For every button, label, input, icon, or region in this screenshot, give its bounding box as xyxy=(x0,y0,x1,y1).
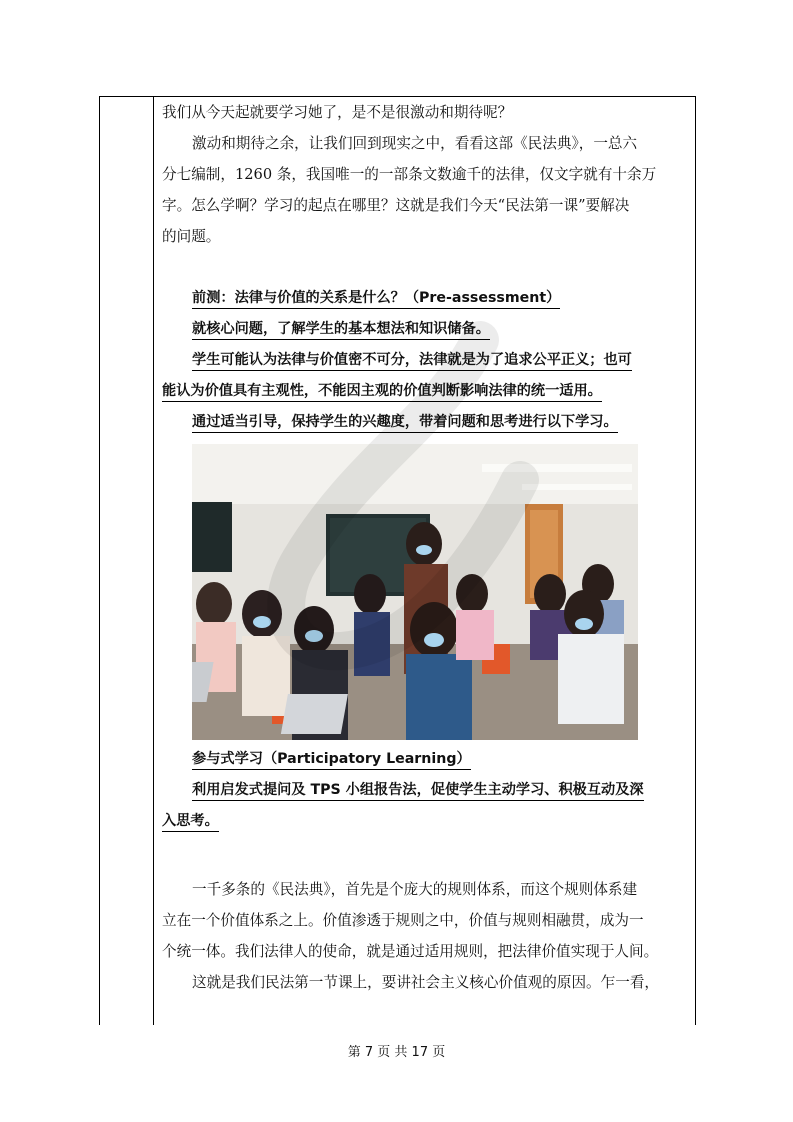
pre-assessment-heading: 前测：法律与价值的关系是什么？（Pre-assessment） xyxy=(162,283,692,314)
pre-assessment-line: 就核心问题，了解学生的基本想法和知识储备。 xyxy=(162,314,692,345)
paragraph-line: 字。怎么学啊？学习的起点在哪里？这就是我们今天“民法第一课”要解决 xyxy=(162,197,630,214)
pre-assessment-line: 学生可能认为法律与价值密不可分，法律就是为了追求公平正义；也可 xyxy=(162,345,692,376)
document-table xyxy=(99,96,696,1025)
participatory-line: 入思考。 xyxy=(162,806,692,837)
paragraph-line: 这就是我们民法第一节课上，要讲社会主义核心价值观的原因。乍一看， xyxy=(192,974,660,991)
participatory-heading: 参与式学习（Participatory Learning） xyxy=(162,744,692,775)
paragraph-line: 分七编制，1260 条，我国唯一的一部条文数逾千的法律，仅文字就有十余万 xyxy=(162,166,657,183)
table-left-column xyxy=(100,97,154,1025)
paragraph-line: 的问题。 xyxy=(162,228,221,245)
participatory-line: 利用启发式提问及 TPS 小组报告法，促使学生主动学习、积极互动及深 xyxy=(162,775,692,806)
paragraph-line: 我们从今天起就要学习她了，是不是很激动和期待呢？ xyxy=(162,104,513,121)
page-number-footer: 第 7 页 共 17 页 xyxy=(347,1045,446,1060)
paragraph-line: 立在一个价值体系之上。价值渗透于规则之中，价值与规则相融贯，成为一 xyxy=(162,912,644,929)
paragraph-line: 个统一体。我们法律人的使命，就是通过适用规则，把法律价值实现于人间。 xyxy=(162,943,659,960)
pre-assessment-line: 通过适当引导，保持学生的兴趣度，带着问题和思考进行以下学习。 xyxy=(162,407,692,438)
pre-assessment-line: 能认为价值具有主观性，不能因主观的价值判断影响法律的统一适用。 xyxy=(162,376,692,407)
table-content-cell xyxy=(162,97,692,1025)
paragraph-line: 一千多条的《民法典》，首先是个庞大的规则体系，而这个规则体系建 xyxy=(192,881,638,898)
classroom-photo xyxy=(192,444,638,740)
paragraph-line: 激动和期待之余，让我们回到现实之中，看看这部《民法典》，一总六 xyxy=(192,135,638,152)
